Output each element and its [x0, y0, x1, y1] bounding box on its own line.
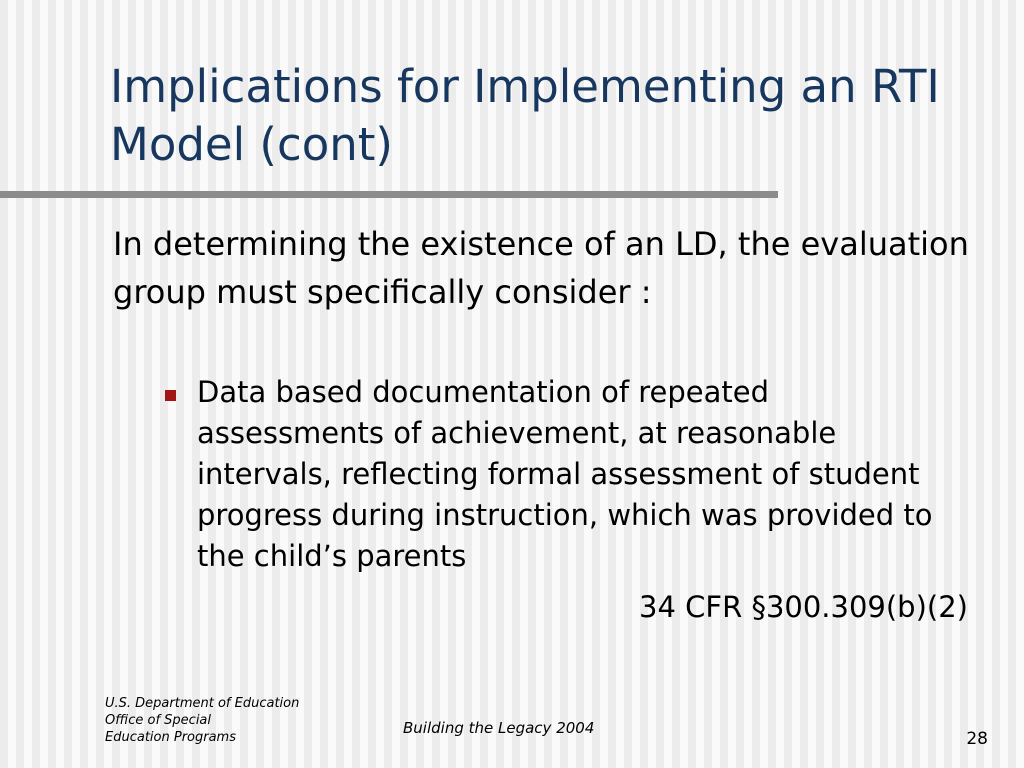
- bullet-text: Data based documentation of repeated assessments of achievement, at reasonable intervals, reflecting formal assessment of student progress during instruction, which was provided to the child’s parents: [197, 375, 933, 573]
- page-number: 28: [966, 729, 988, 749]
- square-bullet-icon: [165, 390, 176, 401]
- title-divider: [0, 191, 778, 198]
- footer-center-text: Building the Legacy 2004: [403, 719, 595, 737]
- footer-org-line: Education Programs: [105, 730, 236, 745]
- footer-organization: [105, 695, 365, 746]
- intro-text: In determining the existence of an LD, the evaluation group must specifically consider :: [113, 225, 969, 311]
- citation: 34 CFR §300.309(b)(2): [639, 590, 968, 624]
- footer-org-line: Office of Special: [105, 713, 212, 728]
- slide-title: Implications for Implementing an RTI Model (cont): [110, 60, 940, 171]
- footer-org-line: U.S. Department of Education: [105, 696, 300, 711]
